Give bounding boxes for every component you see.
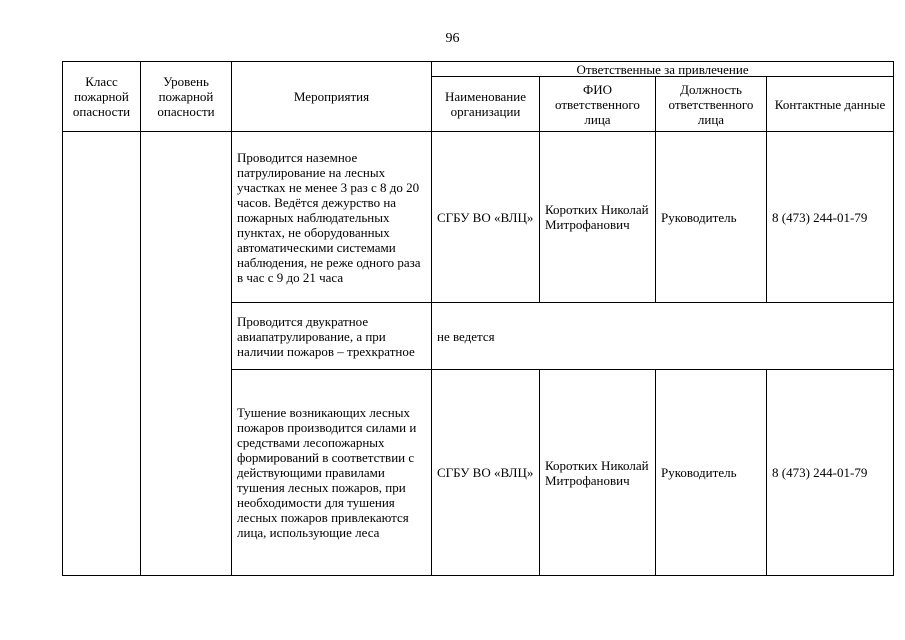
page-number: 96: [445, 31, 460, 46]
header-responsible-group: Ответственные за привлечение: [432, 62, 894, 77]
header-row: [63, 62, 894, 77]
header-fio: ФИО ответственного лица: [540, 77, 656, 132]
fio-cell: Коротких Николай Митрофанович: [540, 370, 656, 576]
org-cell: СГБУ ВО «ВЛЦ»: [432, 132, 540, 303]
header-fire-level: Уровень пожарной опасности: [141, 62, 232, 132]
measure-cell: Проводится наземное патрулирование на лесных участках не менее 3 раз с 8 до 20 часов. Ведётся дежурство на пожарных наблюдательных пунктах, не оборудованных автоматическими системами наблюдения, не реже одного раза в час с 9 до 21 часа: [232, 132, 432, 303]
fire-measures-table: [62, 61, 894, 576]
fio-cell: Коротких Николай Митрофанович: [540, 132, 656, 303]
header-org-name: Наименование организации: [432, 77, 540, 132]
header-position: Должность ответственного лица: [656, 77, 767, 132]
header-fire-class: Класс пожарной опасности: [63, 62, 141, 132]
measure-cell: Тушение возникающих лесных пожаров производится силами и средствами лесопожарных формирований в соответствии с действующими правилами тушения лесных пожаров, при необходимости для тушения лесных пожаров привлекаются лица, использующие леса: [232, 370, 432, 576]
fire-class-cell: [63, 132, 141, 576]
header-measures: Мероприятия: [232, 62, 432, 132]
note-cell: не ведется: [432, 303, 894, 370]
fire-level-cell: [141, 132, 232, 576]
contacts-cell: 8 (473) 244-01-79: [767, 370, 894, 576]
contacts-cell: 8 (473) 244-01-79: [767, 132, 894, 303]
position-cell: Руководитель: [656, 132, 767, 303]
header-contacts: Контактные данные: [767, 77, 894, 132]
table-row: [63, 132, 894, 303]
position-cell: Руководитель: [656, 370, 767, 576]
measure-cell: Проводится двукратное авиапатрулирование, а при наличии пожаров – трехкратное: [232, 303, 432, 370]
org-cell: СГБУ ВО «ВЛЦ»: [432, 370, 540, 576]
